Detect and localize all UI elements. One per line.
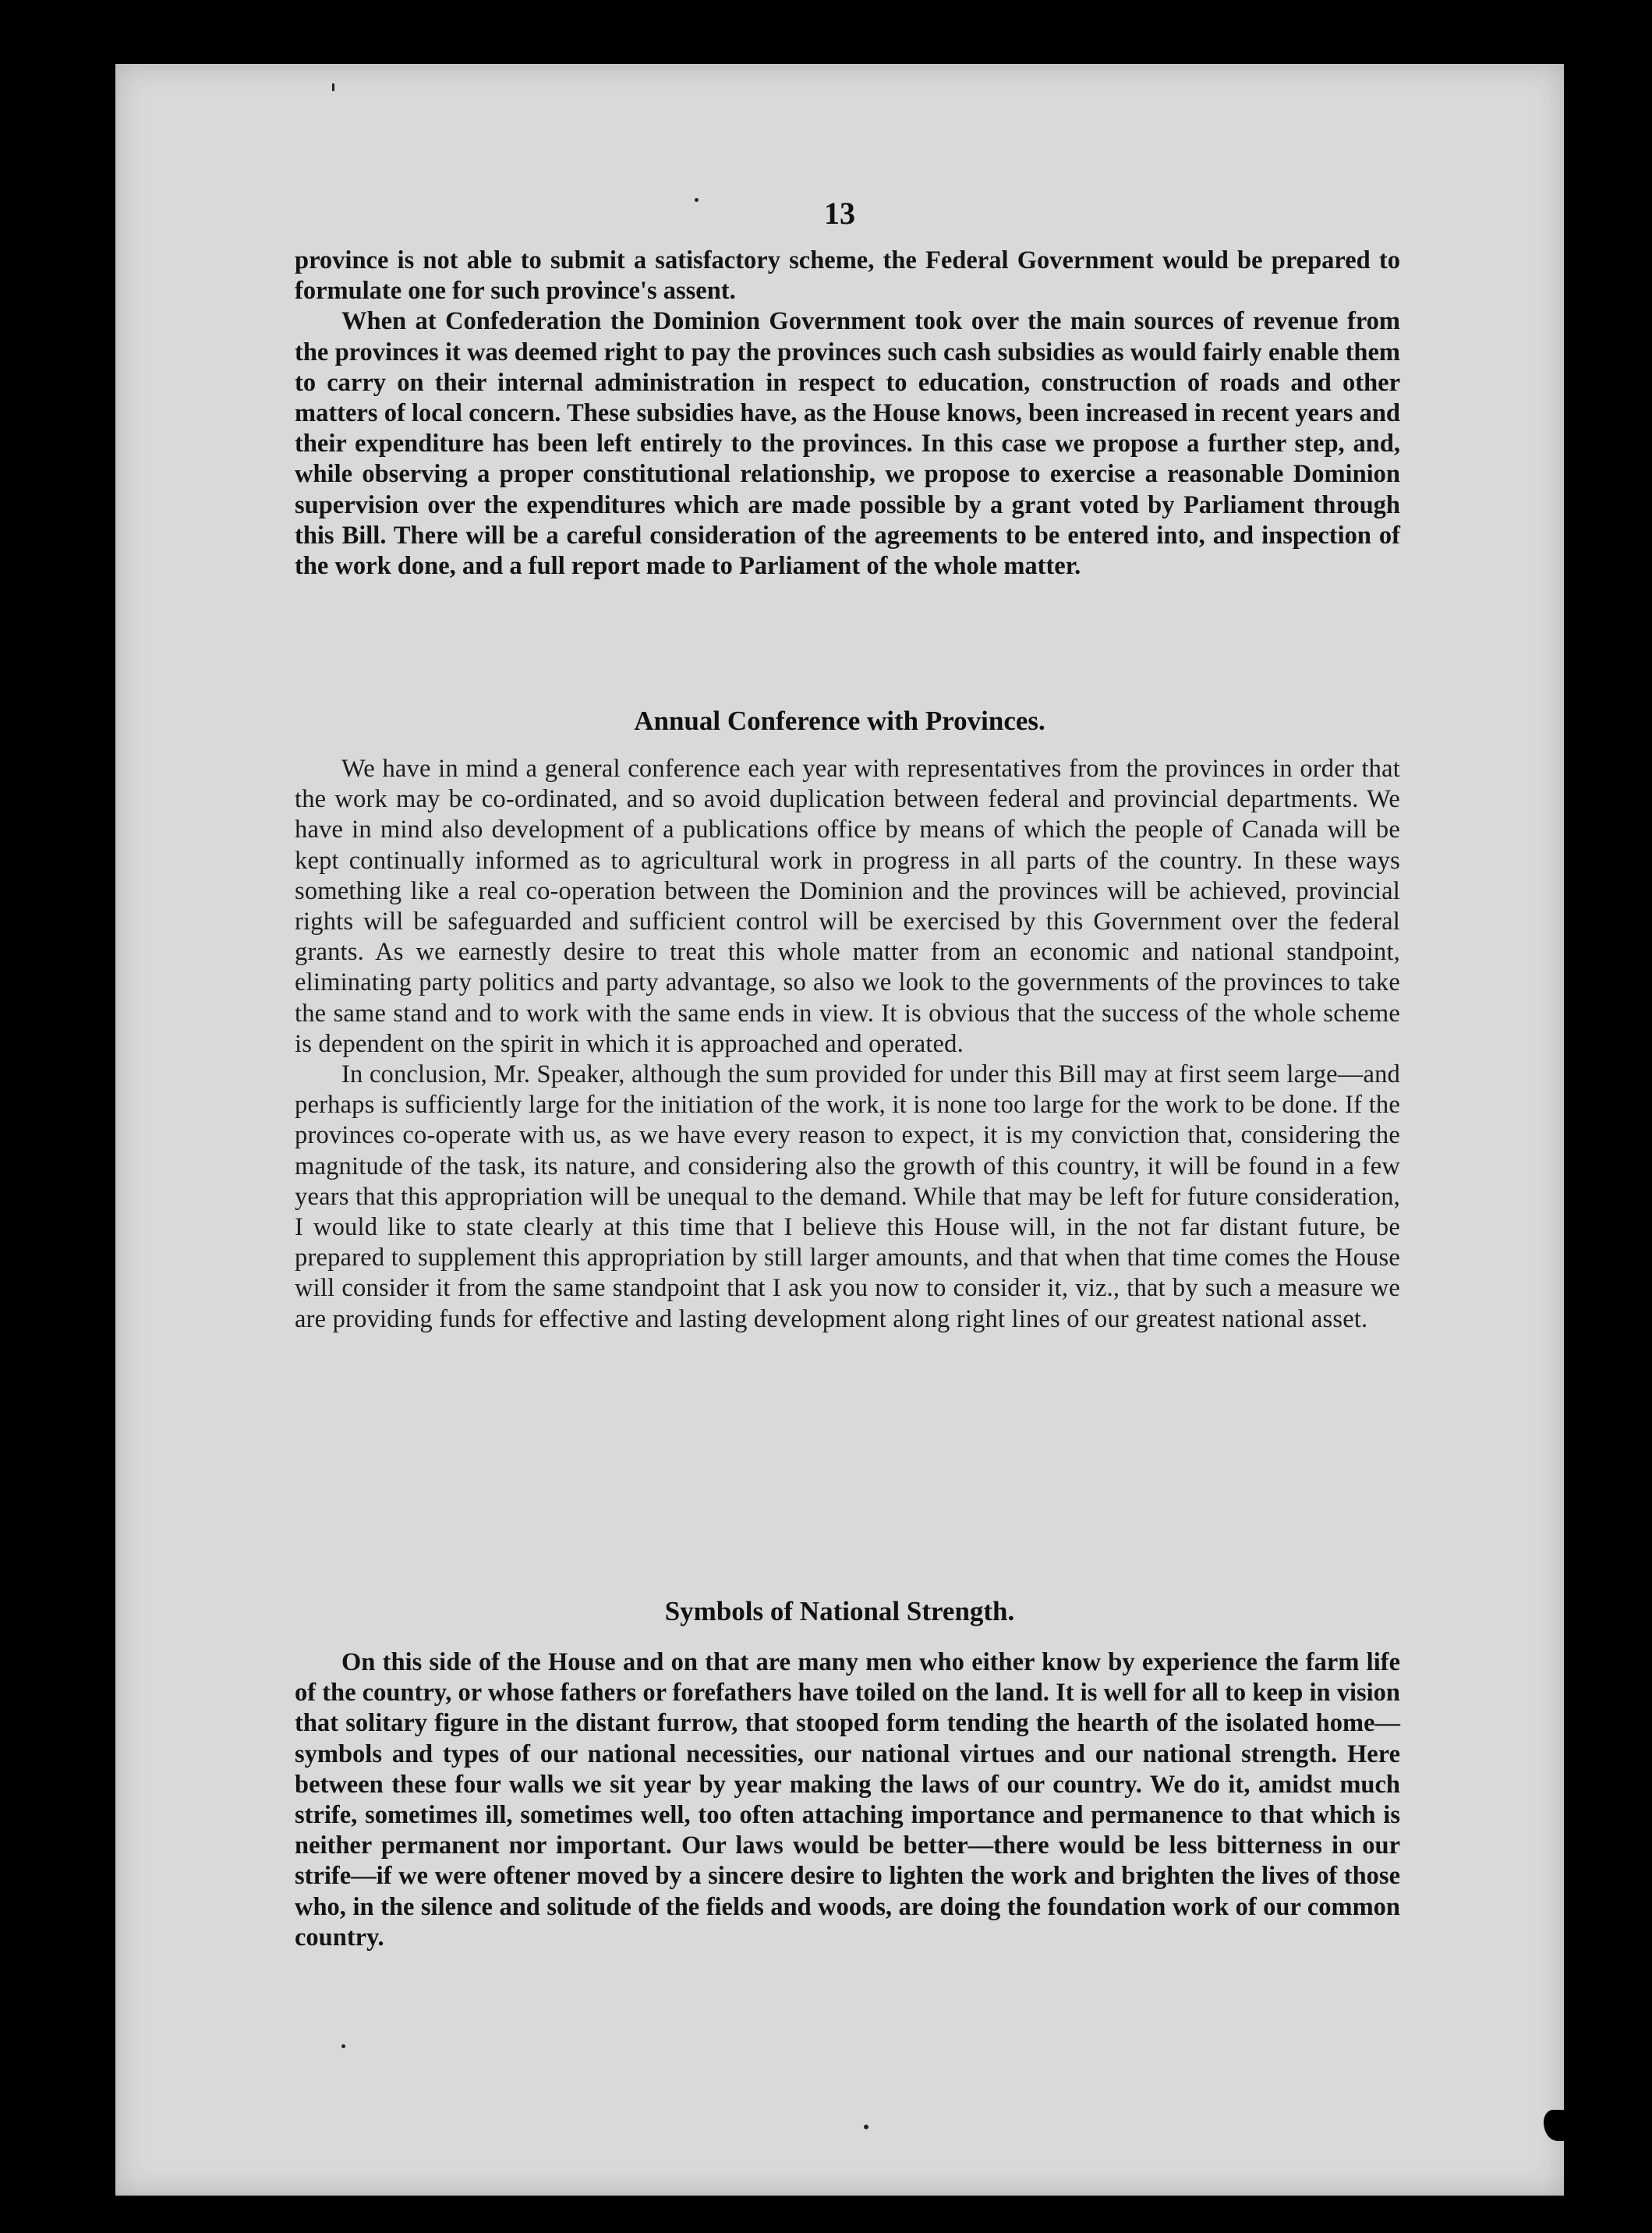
paragraph-symbols: On this side of the House and on that are many men who either know by experience the farm life of the country, or whose fathers or forefathers have toiled on the land. It is well for all to keep in vision that solitary figure in the distant furrow, that stooped form tending the hearth of the isolated home—symbols and types of our national necessities, our national virtues and our national strength. Here between these four walls we sit year by year making the laws of our country. We do it, amidst much strife, sometimes ill, sometimes well, too often attaching importance and permanence to that which is neither permanent nor important. Our laws would be better—there would be less bitterness in our strife—if we were oftener moved by a sincere desire to lighten the work and brighten the lives of those who, in the silence and solitude of the fields and woods, are doing the foundation work of our common country.	[295, 1648, 1400, 1952]
section-heading-annual-conference: Annual Conference with Provinces.	[634, 706, 1045, 736]
section-heading-symbols: Symbols of National Strength.	[664, 1596, 1015, 1626]
paragraph-continuation: province is not able to submit a satisfactory scheme, the Federal Government would be prepared to formulate one for such province's assent.	[295, 246, 1400, 306]
scan-speck	[864, 2125, 868, 2129]
body-text-top	[295, 246, 1400, 582]
scan-edge-mark	[1544, 2110, 1567, 2141]
scanned-page	[115, 64, 1564, 2196]
paragraph-conference: We have in mind a general conference each year with representatives from the provinces in order that the work may be co-ordinated, and so avoid duplication between federal and provincial departments. We have in mind also development of a publications office by means of which the people of Canada will be kept continually informed as to agricultural work in progress in all parts of the country. In these ways something like a real co-operation between the Dominion and the provinces will be achieved, provincial rights will be safeguarded and sufficient control will be exercised by this Government over the federal grants. As we earnestly desire to treat this whole matter from an economic and national standpoint, eliminating party politics and party advantage, so also we look to the governments of the provinces to take the same stand and to work with the same ends in view. It is obvious that the success of the whole scheme is dependent on the spirit in which it is approached and operated.	[295, 755, 1400, 1058]
paragraph-conclusion: In conclusion, Mr. Speaker, although the sum provided for under this Bill may at first seem large—and perhaps is sufficiently large for the initiation of the work, it is none too large for the work to be done. If the provinces co-operate with us, as we have every reason to expect, it is my conviction that, considering the magnitude of the task, its nature, and considering also the growth of this country, it will be found in a few years that this appropriation will be unequal to the demand. While that may be left for future consideration, I would like to state clearly at this time that I believe this House will, in the not far distant future, be prepared to supplement this appropriation by still larger amounts, and that when that time comes the House will consider it from the same standpoint that I ask you now to consider it, viz., that by such a measure we are providing funds for effective and lasting development along right lines of our greatest national asset.	[295, 1060, 1400, 1333]
body-text-bottom	[295, 1647, 1400, 1953]
page-number: 13	[824, 196, 855, 231]
scan-speck	[341, 2044, 345, 2048]
scan-speck	[332, 83, 334, 91]
scan-speck	[695, 198, 699, 202]
paragraph-confederation: When at Confederation the Dominion Government took over the main sources of revenue from the provinces it was deemed right to pay the provinces such cash subsidies as would fairly enable them to carry on their internal administration in respect to education, construction of roads and other matters of local concern. These subsidies have, as the House knows, been increased in recent years and their expenditure has been left entirely to the provinces. In this case we propose a further step, and, while observing a proper constitutional relationship, we propose to exercise a reasonable Dominion supervision over the expenditures which are made possible by a grant voted by Parliament through this Bill. There will be a careful consideration of the agreements to be entered into, and inspection of the work done, and a full report made to Parliament of the whole matter.	[295, 307, 1400, 581]
body-text-middle	[295, 754, 1400, 1335]
